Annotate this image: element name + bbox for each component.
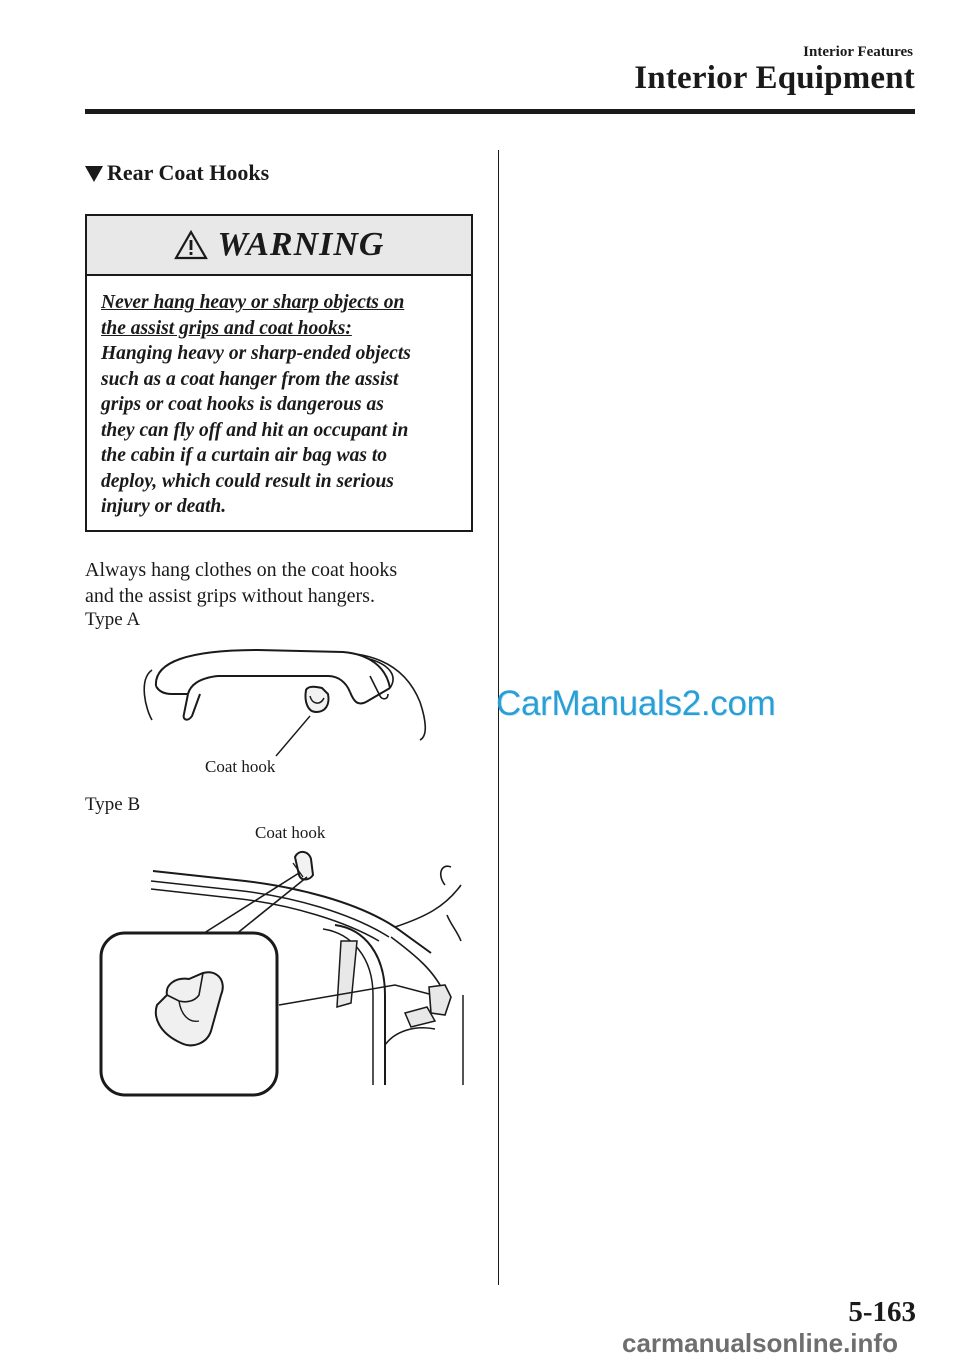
page-title: Interior Equipment (634, 60, 915, 96)
triangle-down-icon (85, 166, 103, 182)
warning-lead-line: the assist grips and coat hooks: (101, 317, 352, 339)
type-a-label: Type A (85, 609, 141, 630)
type-a-callout: Coat hook (205, 757, 276, 776)
warning-text-line: the cabin if a curtain air bag was to (101, 445, 388, 466)
body-paragraph (85, 557, 485, 609)
page-number: 5-163 (848, 1296, 916, 1328)
warning-body (87, 276, 471, 520)
type-a-illustration (128, 640, 438, 760)
footer-watermark: carmanualsonline.info (622, 1328, 898, 1358)
section-heading (85, 160, 269, 186)
watermark-logo: CarManuals2.com (496, 684, 776, 723)
warning-header (87, 216, 471, 276)
body-line: and the assist grips without hangers. (85, 585, 375, 607)
section-heading-text: Rear Coat Hooks (107, 160, 270, 185)
warning-text-line: Hanging heavy or sharp-ended objects (101, 343, 411, 364)
warning-triangle-icon (174, 230, 208, 260)
warning-label: WARNING (217, 226, 385, 263)
warning-text-line: they can fly off and hit an occupant in (101, 419, 409, 441)
warning-text-line: injury or death. (101, 496, 227, 517)
header-section-name: Interior Features (803, 44, 913, 60)
type-b-illustration (95, 845, 475, 1105)
type-b-callout: Coat hook (255, 823, 326, 842)
warning-text-line: such as a coat hanger from the assist (101, 368, 399, 390)
body-line: Always hang clothes on the coat hooks (85, 559, 398, 581)
warning-text-line: deploy, which could result in serious (101, 470, 394, 492)
type-b-label: Type B (85, 794, 141, 815)
warning-box (85, 214, 473, 532)
warning-text-line: grips or coat hooks is dangerous as (101, 394, 384, 415)
warning-lead-line: Never hang heavy or sharp objects on (101, 292, 405, 313)
header-rule (85, 109, 915, 114)
